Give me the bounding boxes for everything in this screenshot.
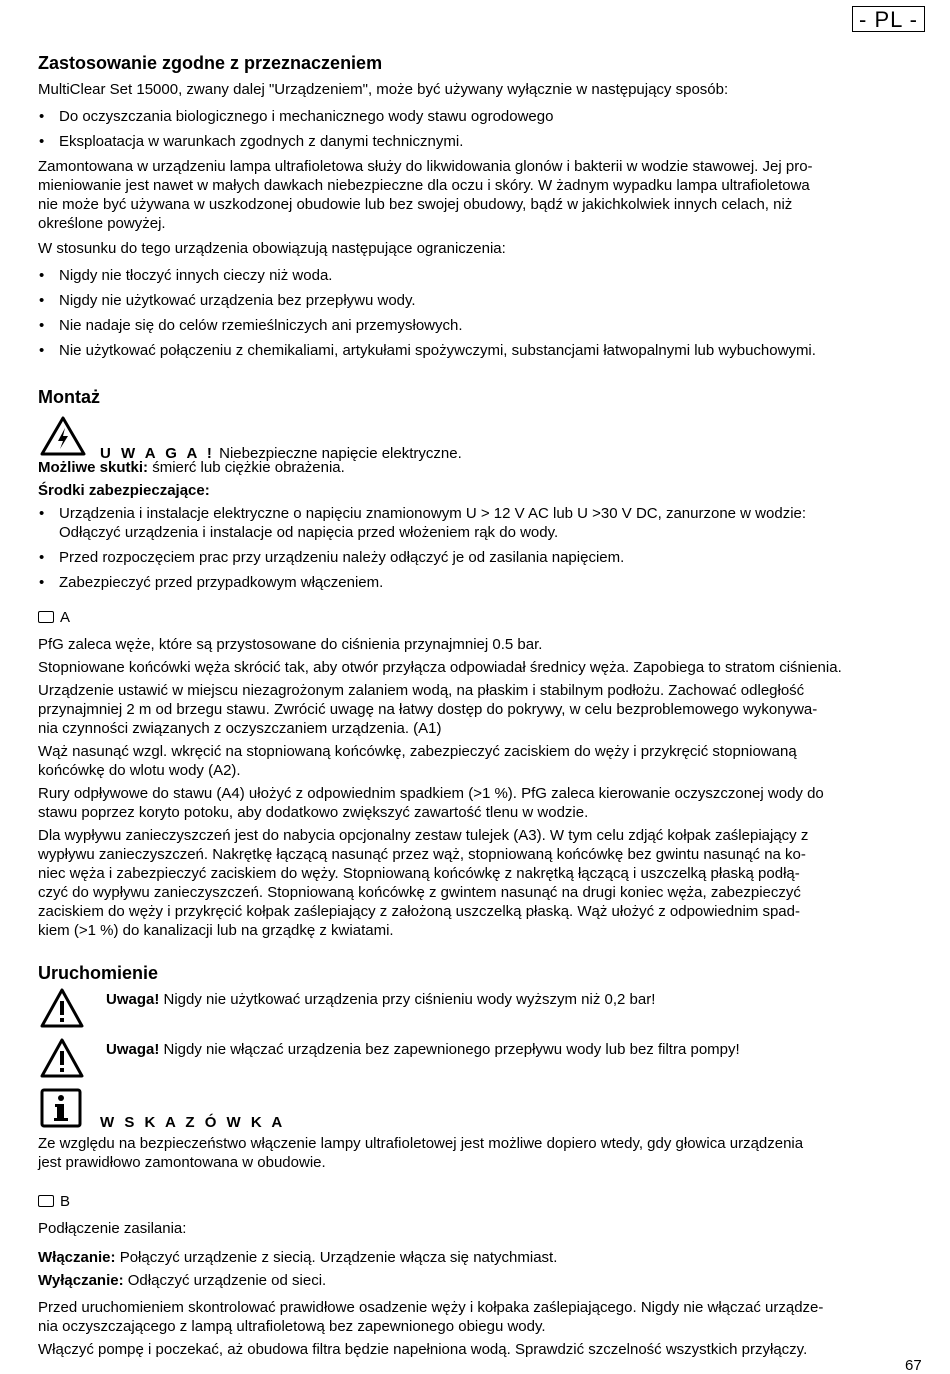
pre-startup-check: Przed uruchomieniem skontrolować prawidłowe osadzenie węży i kołpaka zaślepiającego. Nigdy nie włączać urządze- nia oczyszczającego z lampą ultrafioletową bez zapewnionego obiegu wody. <box>38 1299 824 1335</box>
switch-on-text: Włączanie: Połączyć urządzenie z siecią. Urządzenie włącza się natychmiast. <box>38 1249 558 1266</box>
list-item: • Nie nadaje się do celów rzemieślniczych ani przemysłowych. <box>38 316 910 335</box>
outflow-pipes-paragraph: Rury odpływowe do stawu (A4) ułożyć z odpowiednim spadkiem (>1 %). PfG zaleca kierowanie oczyszczonej wody do stawu poprzez koryto potoku, aby dodatkowo zwiększyć zawartość tlenu w wodzie. <box>38 785 824 821</box>
pump-startup-text: Włączyć pompę i poczekać, aż obudowa filtra będzie napełniona wodą. Sprawdzić szczelność wszystkich przyłączy. <box>38 1341 808 1358</box>
caution-flow: Uwaga! Nigdy nie włączać urządzenia bez zapewnionego przepływu wody lub bez filtra pompy! <box>38 1038 910 1082</box>
switch-off-text: Wyłączanie: Odłączyć urządzenie od sieci. <box>38 1272 327 1289</box>
intro-text: MultiClear Set 15000, zwany dalej "Urządzeniem", może być używany wyłącznie w następujący sposób: <box>38 81 729 98</box>
list-item: • Eksploatacja w warunkach zgodnych z danymi technicznymi. <box>38 132 910 151</box>
restrictions-intro: W stosunku do tego urządzenia obowiązują następujące ograniczenia: <box>38 240 506 257</box>
figure-reference-icon <box>38 1195 54 1207</box>
effects-label: Możliwe skutki: <box>38 459 149 476</box>
measures-list <box>38 504 910 592</box>
intended-use-list <box>38 107 910 151</box>
caution-triangle-icon <box>40 1038 84 1078</box>
hose-recommendation: PfG zaleca węże, które są przystosowane do ciśnienia przynajmniej 0.5 bar. <box>38 636 543 653</box>
effects-text: śmierć lub ciężkie obrażenia. <box>152 459 345 476</box>
list-item: • Zabezpieczyć przed przypadkowym włączeniem. <box>38 573 910 592</box>
line: Zamontowana w urządzeniu lampa ultrafioletowa służy do likwidowania glonów i bakterii w wodzie stawowej. Jej pro- <box>38 158 813 175</box>
info-icon <box>40 1088 82 1128</box>
caution-triangle-icon <box>40 988 84 1028</box>
hint-block <box>38 1088 910 1134</box>
list-item: • Nigdy nie tłoczyć innych cieczy niż woda. <box>38 266 910 285</box>
list-item: • Urządzenia i instalacje elektryczne o napięciu znamionowym U > 12 V AC lub U >30 V DC, zanurzone w wodzie: Odłączyć urządzenia i instalacje od napięcia przed włożeniem rąk do wody. <box>38 504 910 542</box>
list-item: • Nigdy nie użytkować urządzenia bez przepływu wody. <box>38 291 910 310</box>
figure-reference-b: B <box>38 1192 910 1211</box>
hose-ends-paragraph: Stopniowane końcówki węża skrócić tak, aby otwór przyłącza odpowiadał średnicy węża. Zapobiega to stratom ciśnienia. <box>38 659 842 676</box>
warning-text: Niebezpieczne napięcie elektryczne. <box>219 445 462 462</box>
hint-word: W S K A Z Ó W K A <box>100 1114 286 1131</box>
page-number: 67 <box>905 1357 922 1374</box>
hint-text: Ze względu na bezpieczeństwo włączenie lampy ultrafioletowej jest możliwe dopiero wtedy, gdy głowica urządzenia jest prawidłowo zamontowana w obudowie. <box>38 1135 804 1171</box>
restrictions-list <box>38 266 910 360</box>
language-tag: - PL - <box>852 6 925 32</box>
list-item: • Nie użytkować połączeniu z chemikaliami, artykułami spożywczymi, substancjami łatwopalnymi lub wybuchowymi. <box>38 341 910 360</box>
figure-reference-icon <box>38 611 54 623</box>
electrical-warning <box>38 416 910 466</box>
line: nie może być używana w uszkodzonej obudowie lub bez swojej obudowy, bądź w jakichkolwiek innych celach, niż <box>38 196 793 213</box>
figure-reference-a: A <box>38 608 910 627</box>
dirt-outlet-paragraph: Dla wypływu zanieczyszczeń jest do nabycia opcjonalny zestaw tulejek (A3). W tym celu zdjąć kołpak zaślepiający z wypływu zanieczyszczeń. Nakrętkę łączącą nasunąć przez wąż, stopniowaną końcówkę bez gwintu nasunąć na ko- niec węża i zabezpieczyć zaciskiem do węży. Stopniowaną końcówkę z nakrętką łączącą i uszczelką płaską podłą- czyć do wypływu zanieczyszczeń. Stopniowaną końcówkę z gwintem nasunąć na drugi koniec węża, zabezpieczyć zaciskiem do węży i przykręcić kołpak zaślepiający z założoną uszczelką płaską. Wąż ułożyć z odpowiednim spad- kiem (>1 %) do kanalizacji lub na grządkę z kwiatami. <box>38 827 809 939</box>
line: mieniowanie jest nawet w małych dawkach niebezpieczne dla oczu i skóry. W żadnym wypadku lampa ultrafioletowa <box>38 177 810 194</box>
section-title-intended-use: Zastosowanie zgodne z przeznaczeniem <box>38 53 383 73</box>
measures-heading: Środki zabezpieczające: <box>38 482 210 499</box>
warning-word: U W A G A ! <box>100 445 215 462</box>
list-item: • Przed rozpoczęciem prac przy urządzeniu należy odłączyć je od zasilania napięciem. <box>38 548 910 567</box>
section-title-startup: Uruchomienie <box>38 963 159 983</box>
placement-paragraph: Urządzenie ustawić w miejscu niezagrożonym zalaniem wodą, na płaskim i stabilnym podłożu. Zachować odległość przynajmniej 2 m od brzegu stawu. Zwrócić uwagę na łatwy dostęp do pokrywy, w celu bezproblemowego wykonywa- nia czynności związanych z oczyszczaniem urządzenia. (A1) <box>38 682 818 737</box>
hose-connection-paragraph: Wąż nasunąć wzgl. wkręcić na stopniowaną końcówkę, zabezpieczyć zaciskiem do węży i przykręcić stopniowaną końcówkę do wlotu wody (A2). <box>38 743 797 779</box>
line: określone powyżej. <box>38 215 166 232</box>
power-connection-label: Podłączenie zasilania: <box>38 1220 187 1237</box>
list-item: • Do oczyszczania biologicznego i mechanicznego wody stawu ogrodowego <box>38 107 910 126</box>
document-page <box>38 52 910 1363</box>
section-title-assembly: Montaż <box>38 387 100 407</box>
high-voltage-warning-icon <box>40 416 86 456</box>
uv-lamp-paragraph <box>38 157 910 233</box>
caution-pressure: Uwaga! Nigdy nie użytkować urządzenia przy ciśnieniu wody wyższym niż 0,2 bar! <box>38 988 910 1032</box>
